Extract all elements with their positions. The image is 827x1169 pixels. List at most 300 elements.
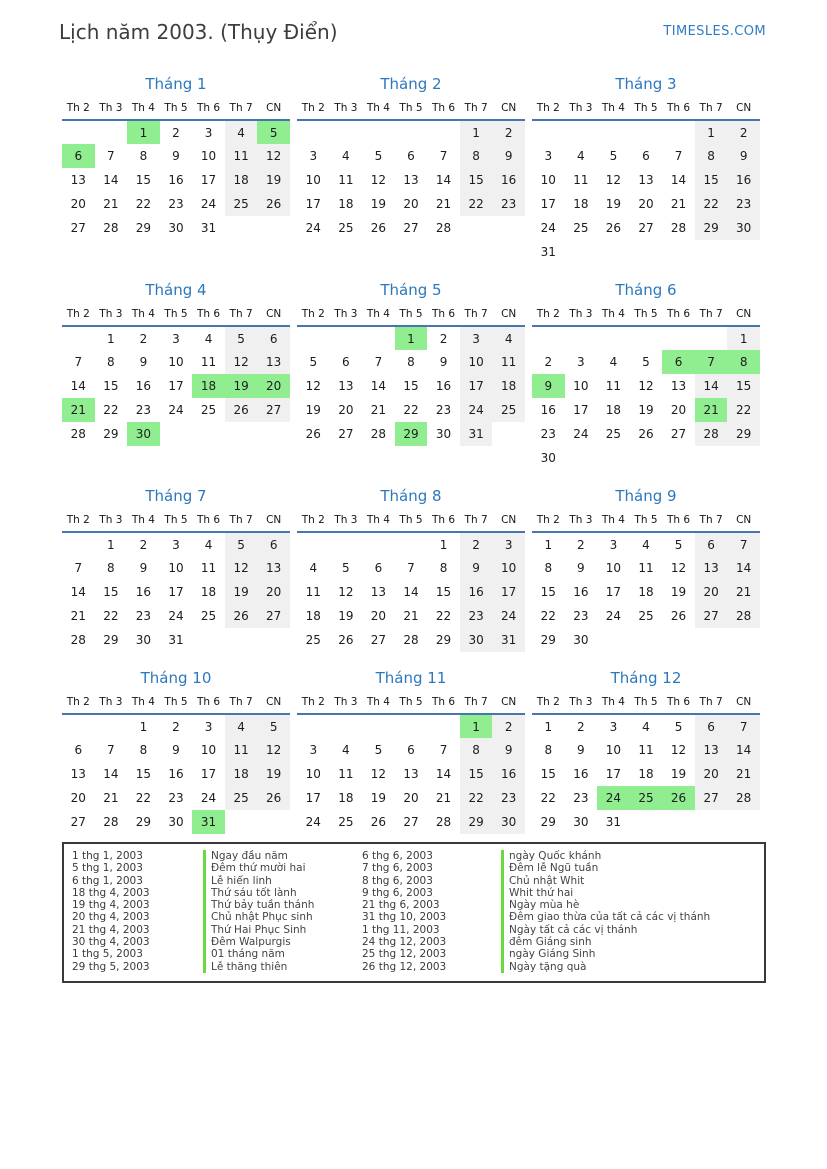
- date-cell: 26: [605, 221, 622, 235]
- legend-holiday-name: Ngày mùa hè: [501, 899, 760, 911]
- date-cell: 23: [540, 427, 556, 441]
- date-cell: 20: [403, 791, 419, 805]
- empty-cell: [492, 216, 525, 240]
- empty-cell: [362, 326, 395, 350]
- date-cell: 3: [309, 149, 318, 163]
- week-row: [297, 786, 525, 810]
- empty-cell: [597, 628, 630, 652]
- day-header: Th 2: [532, 512, 565, 532]
- week-row: [532, 810, 760, 834]
- legend-date: 21 thg 4, 2003: [72, 923, 150, 936]
- date-cell: 19: [257, 168, 290, 192]
- legend-date: 31 thg 10, 2003: [362, 911, 447, 924]
- date-cell: 20: [70, 197, 86, 211]
- date-cell: 29: [103, 427, 119, 441]
- empty-cell: [297, 326, 330, 350]
- date-cell: 30: [727, 216, 760, 240]
- day-header: Th 7: [225, 100, 258, 120]
- date-cell: 22: [403, 403, 419, 417]
- day-header: Th 2: [62, 512, 95, 532]
- week-row: [297, 738, 525, 762]
- date-cell: 2: [172, 719, 180, 734]
- month-block-7: [62, 487, 290, 652]
- legend-holiday-name: đêm Giáng sinh: [501, 936, 760, 948]
- date-cell: 30: [127, 422, 160, 446]
- date-cell: 6: [695, 714, 728, 738]
- week-row: [532, 120, 760, 144]
- day-header: Th 4: [597, 100, 630, 120]
- date-cell: 20: [695, 762, 728, 786]
- empty-cell: [695, 326, 728, 350]
- empty-cell: [630, 240, 663, 264]
- empty-cell: [362, 714, 395, 738]
- day-header: Th 3: [330, 306, 363, 326]
- date-cell: 11: [225, 738, 258, 762]
- date-cell: 3: [172, 537, 180, 552]
- date-cell: 17: [168, 585, 184, 599]
- date-cell: 29: [135, 221, 152, 235]
- day-header: Th 5: [160, 694, 193, 714]
- date-cell: 10: [200, 743, 217, 757]
- date-cell: 28: [70, 633, 86, 647]
- date-cell: 13: [338, 379, 354, 393]
- day-header: Th 3: [330, 512, 363, 532]
- date-cell: 30: [540, 451, 556, 465]
- date-cell: 4: [342, 743, 350, 757]
- empty-cell: [95, 714, 128, 738]
- legend-holiday-name: Đêm thứ mười hai: [203, 862, 362, 874]
- date-cell: 19: [257, 762, 290, 786]
- date-cell: 12: [670, 743, 687, 757]
- legend-date: 21 thg 6, 2003: [362, 899, 440, 912]
- day-header: Th 7: [225, 306, 258, 326]
- date-cell: 24: [168, 403, 184, 417]
- month-title: Tháng 8: [380, 487, 442, 505]
- date-cell: 25: [338, 221, 354, 235]
- date-cell: 25: [200, 403, 217, 417]
- month-table: [62, 100, 290, 240]
- date-cell: 16: [492, 168, 525, 192]
- date-cell: 15: [135, 767, 152, 781]
- date-cell: 25: [638, 609, 654, 623]
- day-header: CN: [257, 100, 290, 120]
- date-cell: 9: [577, 743, 585, 757]
- date-cell: 24: [305, 815, 321, 829]
- empty-cell: [662, 446, 695, 470]
- date-cell: 29: [695, 216, 728, 240]
- day-header: CN: [257, 306, 290, 326]
- day-header: Th 3: [565, 694, 598, 714]
- date-cell: 3: [544, 149, 553, 163]
- date-cell: 18: [492, 374, 525, 398]
- date-cell: 11: [225, 144, 258, 168]
- date-cell: 4: [225, 120, 258, 144]
- week-row: [297, 714, 525, 738]
- date-cell: 4: [204, 537, 213, 552]
- date-cell: 21: [370, 403, 387, 417]
- date-cell: 13: [257, 556, 290, 580]
- month-table: [62, 512, 290, 652]
- week-row: [297, 374, 525, 398]
- date-cell: 10: [305, 173, 321, 187]
- date-cell: 1: [544, 719, 553, 734]
- empty-cell: [662, 326, 695, 350]
- date-cell: 14: [70, 585, 86, 599]
- month-block-10: [62, 669, 290, 834]
- week-row: [532, 446, 760, 470]
- date-cell: 25: [225, 786, 258, 810]
- week-row: [532, 216, 760, 240]
- day-header: CN: [492, 512, 525, 532]
- day-header: Th 2: [62, 100, 95, 120]
- date-cell: 9: [439, 355, 448, 369]
- date-cell: 17: [305, 197, 321, 211]
- date-cell: 21: [435, 791, 452, 805]
- date-cell: 12: [305, 379, 321, 393]
- date-cell: 2: [460, 532, 493, 556]
- date-cell: 18: [225, 762, 258, 786]
- date-cell: 19: [370, 197, 387, 211]
- date-cell: 18: [573, 197, 589, 211]
- week-row: [297, 604, 525, 628]
- week-row: [532, 144, 760, 168]
- date-cell: 14: [435, 173, 452, 187]
- day-header: Th 5: [630, 100, 663, 120]
- day-header: Th 2: [532, 306, 565, 326]
- day-header: CN: [727, 306, 760, 326]
- month-table: [532, 694, 760, 834]
- month-title: Tháng 6: [615, 281, 677, 299]
- date-cell: 28: [370, 427, 387, 441]
- date-cell: 23: [573, 791, 589, 805]
- empty-cell: [662, 240, 695, 264]
- empty-cell: [630, 120, 663, 144]
- date-cell: 18: [200, 585, 217, 599]
- date-cell: 17: [168, 379, 184, 393]
- day-header: Th 2: [297, 512, 330, 532]
- date-cell: 25: [492, 398, 525, 422]
- empty-cell: [565, 240, 598, 264]
- date-cell: 22: [727, 398, 760, 422]
- date-cell: 16: [135, 379, 152, 393]
- date-cell: 7: [727, 714, 760, 738]
- month-block-6: [532, 281, 760, 470]
- date-cell: 14: [727, 738, 760, 762]
- date-cell: 16: [573, 767, 589, 781]
- date-cell: 14: [370, 379, 387, 393]
- empty-cell: [95, 120, 128, 144]
- empty-cell: [225, 216, 258, 240]
- date-cell: 23: [135, 403, 152, 417]
- date-cell: 23: [727, 192, 760, 216]
- date-cell: 24: [168, 609, 184, 623]
- date-cell: 15: [103, 585, 119, 599]
- legend-holiday-name: Lễ hiển linh: [203, 875, 362, 887]
- date-cell: 9: [172, 149, 180, 163]
- week-row: [532, 350, 760, 374]
- date-cell: 21: [103, 197, 119, 211]
- date-cell: 6: [407, 149, 415, 163]
- date-cell: 23: [135, 609, 152, 623]
- date-cell: 25: [225, 192, 258, 216]
- empty-cell: [257, 422, 290, 446]
- month-block-8: [297, 487, 525, 652]
- date-cell: 6: [662, 350, 695, 374]
- empty-cell: [727, 628, 760, 652]
- date-cell: 6: [407, 743, 415, 757]
- legend-date: 29 thg 5, 2003: [72, 960, 150, 973]
- empty-cell: [395, 120, 428, 144]
- day-header: Th 4: [362, 306, 395, 326]
- legend-date: 25 thg 12, 2003: [362, 948, 447, 961]
- date-cell: 20: [257, 580, 290, 604]
- day-header: Th 7: [695, 512, 728, 532]
- day-header: CN: [492, 694, 525, 714]
- date-cell: 27: [638, 221, 654, 235]
- date-cell: 20: [670, 403, 687, 417]
- week-row: [62, 168, 290, 192]
- date-cell: 17: [573, 403, 589, 417]
- legend-holiday-name: Ngày tất cả các vị thánh: [501, 924, 760, 936]
- date-cell: 11: [638, 561, 654, 575]
- day-header: Th 4: [362, 100, 395, 120]
- holiday-legend-grid: [72, 850, 760, 973]
- month-title: Tháng 9: [615, 487, 677, 505]
- date-cell: 17: [305, 791, 321, 805]
- day-header: Th 7: [225, 512, 258, 532]
- day-header: Th 5: [395, 100, 428, 120]
- month-block-3: [532, 75, 760, 264]
- day-header: CN: [727, 100, 760, 120]
- week-row: [532, 604, 760, 628]
- date-cell: 10: [168, 355, 184, 369]
- date-cell: 9: [460, 556, 493, 580]
- date-cell: 30: [460, 628, 493, 652]
- date-cell: 7: [695, 350, 728, 374]
- day-header: Th 4: [127, 100, 160, 120]
- date-cell: 15: [540, 767, 556, 781]
- empty-cell: [395, 532, 428, 556]
- day-header: Th 2: [297, 100, 330, 120]
- day-header: CN: [257, 694, 290, 714]
- empty-cell: [460, 216, 493, 240]
- date-cell: 14: [727, 556, 760, 580]
- week-row: [297, 350, 525, 374]
- date-cell: 13: [638, 173, 654, 187]
- legend-holiday-name: Thứ sáu tốt lành: [203, 887, 362, 899]
- legend-holiday-name: Đêm giao thừa của tất cả các vị thánh: [501, 911, 760, 923]
- date-cell: 22: [540, 791, 556, 805]
- date-cell: 14: [403, 585, 419, 599]
- date-cell: 19: [370, 791, 387, 805]
- timesles-logo-link[interactable]: TIMESLES.COM: [663, 24, 766, 39]
- date-cell: 20: [695, 580, 728, 604]
- empty-cell: [630, 628, 663, 652]
- empty-cell: [62, 120, 95, 144]
- date-cell: 9: [139, 561, 148, 575]
- empty-cell: [695, 810, 728, 834]
- empty-cell: [330, 120, 363, 144]
- week-row: [532, 374, 760, 398]
- legend-date: 18 thg 4, 2003: [72, 886, 150, 899]
- empty-cell: [565, 446, 598, 470]
- week-row: [297, 398, 525, 422]
- date-cell: 4: [204, 331, 213, 346]
- date-cell: 6: [257, 326, 290, 350]
- date-cell: 31: [460, 422, 493, 446]
- date-cell: 31: [540, 245, 556, 259]
- date-cell: 31: [492, 628, 525, 652]
- date-cell: 7: [439, 149, 448, 163]
- week-row: [297, 168, 525, 192]
- date-cell: 30: [573, 815, 589, 829]
- date-cell: 8: [695, 144, 728, 168]
- month-title: Tháng 2: [380, 75, 442, 93]
- date-cell: 25: [630, 786, 663, 810]
- date-cell: 25: [605, 427, 622, 441]
- date-cell: 28: [695, 422, 728, 446]
- day-header: Th 6: [427, 306, 460, 326]
- empty-cell: [192, 422, 225, 446]
- date-cell: 1: [460, 714, 493, 738]
- date-cell: 7: [74, 355, 83, 369]
- empty-cell: [257, 628, 290, 652]
- day-header: Th 2: [62, 306, 95, 326]
- date-cell: 26: [257, 786, 290, 810]
- empty-cell: [192, 628, 225, 652]
- date-cell: 24: [200, 791, 217, 805]
- legend-date: 1 thg 1, 2003: [72, 850, 143, 862]
- date-cell: 24: [200, 197, 217, 211]
- date-cell: 9: [532, 374, 565, 398]
- date-cell: 1: [727, 326, 760, 350]
- date-cell: 26: [225, 604, 258, 628]
- date-cell: 11: [200, 561, 217, 575]
- date-cell: 27: [695, 786, 728, 810]
- week-row: [297, 216, 525, 240]
- empty-cell: [257, 810, 290, 834]
- date-cell: 25: [573, 221, 589, 235]
- date-cell: 8: [460, 738, 493, 762]
- date-cell: 20: [338, 403, 354, 417]
- date-cell: 13: [403, 173, 419, 187]
- date-cell: 29: [540, 633, 556, 647]
- date-cell: 3: [492, 532, 525, 556]
- empty-cell: [62, 714, 95, 738]
- date-cell: 13: [695, 738, 728, 762]
- date-cell: 29: [103, 633, 119, 647]
- date-cell: 16: [540, 403, 556, 417]
- date-cell: 31: [605, 815, 622, 829]
- legend-date: 8 thg 6, 2003: [362, 874, 433, 887]
- date-cell: 28: [70, 427, 86, 441]
- date-cell: 5: [257, 714, 290, 738]
- date-cell: 4: [577, 149, 585, 163]
- date-cell: 27: [257, 604, 290, 628]
- day-header: Th 3: [95, 694, 128, 714]
- empty-cell: [395, 714, 428, 738]
- date-cell: 15: [103, 379, 119, 393]
- day-header: Th 7: [695, 100, 728, 120]
- date-cell: 18: [225, 168, 258, 192]
- date-cell: 27: [403, 221, 419, 235]
- legend-holiday-name: Đêm lễ Ngũ tuần: [501, 862, 760, 874]
- month-title: Tháng 3: [615, 75, 677, 93]
- month-title: Tháng 10: [140, 669, 212, 687]
- date-cell: 13: [403, 767, 419, 781]
- date-cell: 9: [492, 144, 525, 168]
- date-cell: 8: [139, 149, 148, 163]
- month-table: [62, 694, 290, 834]
- legend-holiday-name: Chủ nhật Whit: [501, 875, 760, 887]
- date-cell: 11: [638, 743, 654, 757]
- date-cell: 28: [103, 221, 119, 235]
- date-cell: 18: [338, 197, 354, 211]
- date-cell: 27: [70, 815, 86, 829]
- date-cell: 6: [695, 532, 728, 556]
- date-cell: 2: [172, 125, 180, 140]
- day-header: Th 6: [192, 512, 225, 532]
- empty-cell: [662, 628, 695, 652]
- week-row: [297, 810, 525, 834]
- empty-cell: [662, 810, 695, 834]
- week-row: [297, 120, 525, 144]
- date-cell: 24: [540, 221, 556, 235]
- date-cell: 3: [204, 125, 213, 140]
- date-cell: 16: [135, 585, 152, 599]
- date-cell: 17: [200, 173, 217, 187]
- date-cell: 28: [403, 633, 419, 647]
- empty-cell: [330, 714, 363, 738]
- date-cell: 6: [257, 532, 290, 556]
- date-cell: 13: [670, 379, 687, 393]
- day-header: Th 7: [460, 512, 493, 532]
- date-cell: 8: [107, 561, 115, 575]
- date-cell: 6: [342, 355, 350, 369]
- date-cell: 31: [192, 810, 225, 834]
- empty-cell: [630, 446, 663, 470]
- date-cell: 8: [460, 144, 493, 168]
- date-cell: 14: [670, 173, 687, 187]
- legend-holiday-name: Chủ nhật Phục sinh: [203, 911, 362, 923]
- empty-cell: [662, 120, 695, 144]
- date-cell: 4: [492, 326, 525, 350]
- date-cell: 23: [168, 791, 184, 805]
- date-cell: 26: [370, 815, 387, 829]
- date-cell: 15: [695, 168, 728, 192]
- week-row: [297, 326, 525, 350]
- date-cell: 24: [605, 609, 622, 623]
- legend-date: 6 thg 1, 2003: [72, 874, 143, 887]
- day-header: Th 4: [127, 512, 160, 532]
- date-cell: 13: [695, 556, 728, 580]
- date-cell: 12: [670, 561, 687, 575]
- date-cell: 5: [225, 532, 258, 556]
- date-cell: 25: [338, 815, 354, 829]
- empty-cell: [427, 714, 460, 738]
- date-cell: 9: [139, 355, 148, 369]
- legend-date: 30 thg 4, 2003: [72, 936, 150, 949]
- week-row: [297, 762, 525, 786]
- legend-date: 24 thg 12, 2003: [362, 936, 447, 949]
- date-cell: 27: [70, 221, 86, 235]
- day-header: Th 6: [662, 306, 695, 326]
- date-cell: 27: [670, 427, 687, 441]
- week-row: [62, 786, 290, 810]
- date-cell: 7: [727, 532, 760, 556]
- date-cell: 2: [727, 120, 760, 144]
- day-header: Th 5: [395, 306, 428, 326]
